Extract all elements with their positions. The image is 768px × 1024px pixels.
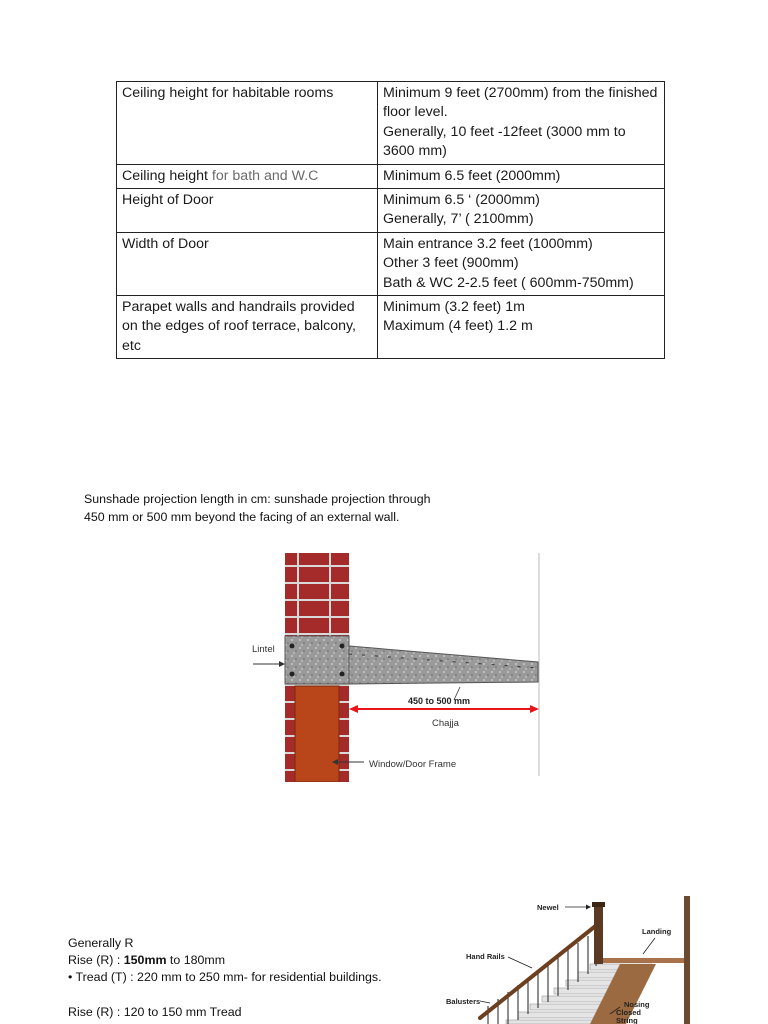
spacer — [68, 987, 428, 1004]
row-value: Maximum (4 feet) 1.2 m — [383, 318, 533, 335]
caption-line: 450 mm or 500 mm beyond the facing of an external wall. — [84, 509, 400, 524]
row-value: Minimum (3.2 feet) 1m — [383, 299, 525, 316]
landing-leader — [643, 938, 655, 954]
row-label: Ceiling height for habitable rooms — [122, 85, 334, 101]
rebar-dot — [290, 644, 295, 649]
rise-suffix: to 180mm — [166, 953, 226, 968]
dimension-arrow-left — [349, 705, 358, 713]
stair-note-line — [68, 952, 428, 969]
row-value: Bath & WC 2-2.5 feet ( 600mm-750mm) — [383, 274, 634, 291]
table-cell-label — [117, 296, 378, 359]
table-cell-value — [378, 189, 665, 233]
table-cell-label — [117, 232, 378, 295]
table-cell-value — [378, 82, 665, 165]
row-value: Generally, 7’ ( 2100mm) — [383, 211, 534, 228]
rebar-dot — [340, 672, 345, 677]
nosing-label: Nosing — [624, 1000, 650, 1009]
lintel-block — [285, 636, 349, 684]
specification-table — [116, 81, 665, 359]
row-value: Minimum 6.5 ‘ (2000mm) — [383, 192, 540, 209]
row-label: Parapet walls and handrails provided on the edges of roof terrace, balcony, etc — [122, 299, 356, 354]
table-cell-label — [117, 164, 378, 188]
hand-rails-leader — [508, 957, 532, 968]
staircase-notes — [68, 935, 428, 1021]
row-value: Generally, 10 feet -12feet (3000 mm to 3600 mm) — [383, 123, 626, 160]
stair-note-line: Rise (R) : 120 to 150 mm Tread — [68, 1004, 242, 1019]
row-value: Main entrance 3.2 feet (1000mm) — [383, 235, 593, 252]
stair-note-line: • Tread (T) : 220 mm to 250 mm- for residential buildings. — [68, 970, 382, 985]
stair-note-line: Generally R — [68, 936, 134, 950]
newel-cap — [592, 902, 605, 907]
row-value: Minimum 9 feet (2700mm) from the finished floor level. — [383, 85, 658, 121]
table-cell-label — [117, 189, 378, 233]
door-frame — [295, 686, 339, 782]
landing — [600, 958, 684, 963]
rise-prefix: Rise (R) : — [68, 953, 124, 968]
wall-post — [684, 896, 690, 1024]
table-cell-label — [117, 82, 378, 165]
dimension-label: 450 to 500 mm — [408, 696, 471, 706]
table-row — [117, 189, 665, 233]
table-row — [117, 82, 665, 165]
hand-rails-label: Hand Rails — [466, 952, 505, 961]
table-cell-value — [378, 296, 665, 359]
frame-label: Window/Door Frame — [369, 759, 457, 770]
balusters-label: Balusters — [446, 997, 481, 1006]
newel-post — [594, 906, 603, 964]
chajja-label: Chajja — [432, 718, 459, 729]
closed-label: Closed — [616, 1008, 642, 1017]
lintel-label: Lintel — [252, 644, 275, 655]
newel-leader-arrow — [586, 905, 591, 910]
caption-line: Sunshade projection length in cm: sunshade projection through — [84, 492, 431, 506]
dimension-arrow-right — [530, 705, 539, 713]
row-value: Other 3 feet (900mm) — [383, 255, 519, 272]
table-row — [117, 164, 665, 188]
landing-label: Landing — [642, 927, 672, 936]
staircase-diagram — [420, 894, 696, 1024]
chajja-diagram — [250, 550, 545, 782]
rebar-dot — [290, 672, 295, 677]
row-label-muted: for bath and W.C — [211, 167, 319, 184]
row-label: Height of Door — [122, 192, 214, 209]
chajja-slab — [349, 646, 538, 684]
row-label: Width of Door — [122, 235, 209, 252]
table-row — [117, 296, 665, 359]
table-row — [117, 232, 665, 295]
balusters-leader — [480, 1001, 490, 1003]
sunshade-caption — [84, 491, 504, 526]
rebar-dot — [340, 644, 345, 649]
newel-label: Newel — [537, 903, 559, 912]
rise-bold-value: 150mm — [123, 953, 167, 968]
lintel-leader-arrow — [279, 661, 285, 667]
string-label: String — [616, 1016, 638, 1024]
table-cell-value — [378, 232, 665, 295]
row-value: Minimum 6.5 feet (2000mm) — [383, 167, 561, 184]
table-cell-value — [378, 164, 665, 188]
row-label: Ceiling height — [122, 167, 212, 184]
